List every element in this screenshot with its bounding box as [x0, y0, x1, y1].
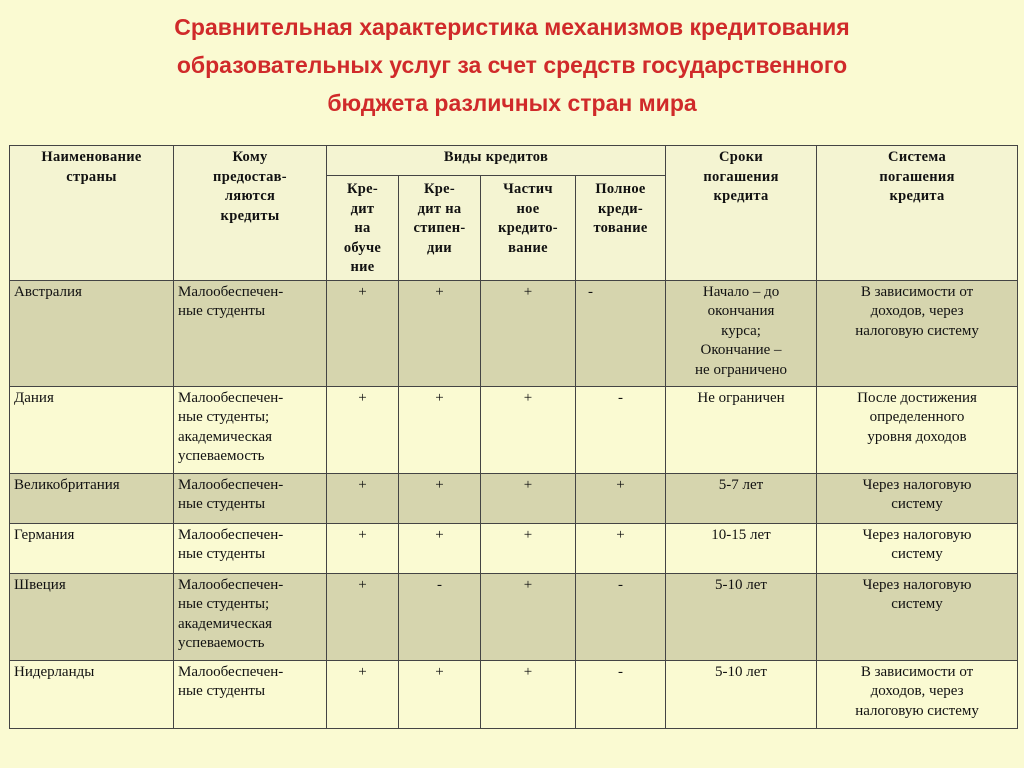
education-credit-cell: + — [327, 523, 399, 573]
full-credit-cell: - — [576, 660, 666, 728]
header-who: Кому предостав- ляются кредиты — [174, 146, 327, 281]
stipend-credit-cell: + — [399, 523, 481, 573]
table-row — [10, 523, 1018, 573]
full-credit-cell: + — [576, 523, 666, 573]
terms-cell: Не ограничен — [666, 386, 817, 473]
terms-cell: 10-15 лет — [666, 523, 817, 573]
system-cell: Через налоговую систему — [817, 523, 1018, 573]
system-cell: В зависимости от доходов, через налоговую систему — [817, 660, 1018, 728]
system-cell: Через налоговую систему — [817, 573, 1018, 660]
who-cell: Малообеспечен- ные студенты — [174, 660, 327, 728]
partial-credit-cell: + — [481, 386, 576, 473]
table-row — [10, 660, 1018, 728]
full-credit-cell: - — [576, 280, 666, 386]
table-row — [10, 280, 1018, 386]
title-line-3: бюджета различных стран мира — [327, 90, 697, 116]
full-credit-cell: - — [576, 573, 666, 660]
system-cell: После достижения определенного уровня доходов — [817, 386, 1018, 473]
full-credit-cell: - — [576, 386, 666, 473]
table-row — [10, 386, 1018, 473]
who-cell: Малообеспечен- ные студенты; академическая успеваемость — [174, 386, 327, 473]
country-cell: Великобритания — [10, 473, 174, 523]
terms-cell: Начало – до окончания курса; Окончание – не ограничено — [666, 280, 817, 386]
who-cell: Малообеспечен- ные студенты — [174, 280, 327, 386]
page-title — [20, 8, 1004, 122]
stipend-credit-cell: - — [399, 573, 481, 660]
partial-credit-cell: + — [481, 573, 576, 660]
partial-credit-cell: + — [481, 473, 576, 523]
terms-cell: 5-10 лет — [666, 573, 817, 660]
credit-comparison-table — [9, 145, 1018, 729]
country-cell: Нидерланды — [10, 660, 174, 728]
header-partial-credit: Частич ное кредито- вание — [481, 176, 576, 281]
system-cell: В зависимости от доходов, через налоговую систему — [817, 280, 1018, 386]
partial-credit-cell: + — [481, 523, 576, 573]
title-line-1: Сравнительная характеристика механизмов кредитования — [174, 14, 850, 40]
terms-cell: 5-7 лет — [666, 473, 817, 523]
stipend-credit-cell: + — [399, 386, 481, 473]
full-credit-cell: + — [576, 473, 666, 523]
partial-credit-cell: + — [481, 280, 576, 386]
header-system: Система погашения кредита — [817, 146, 1018, 281]
country-cell: Австралия — [10, 280, 174, 386]
stipend-credit-cell: + — [399, 473, 481, 523]
who-cell: Малообеспечен- ные студенты; академическая успеваемость — [174, 573, 327, 660]
header-credit-types: Виды кредитов — [327, 146, 666, 176]
who-cell: Малообеспечен- ные студенты — [174, 473, 327, 523]
education-credit-cell: + — [327, 573, 399, 660]
table-row — [10, 573, 1018, 660]
terms-cell: 5-10 лет — [666, 660, 817, 728]
who-cell: Малообеспечен- ные студенты — [174, 523, 327, 573]
education-credit-cell: + — [327, 386, 399, 473]
header-education-credit: Кре- дит на обуче ние — [327, 176, 399, 281]
table-row — [10, 473, 1018, 523]
country-cell: Германия — [10, 523, 174, 573]
header-terms: Сроки погашения кредита — [666, 146, 817, 281]
header-country: Наименование страны — [10, 146, 174, 281]
system-cell: Через налоговую систему — [817, 473, 1018, 523]
header-full-credit: Полное креди- тование — [576, 176, 666, 281]
stipend-credit-cell: + — [399, 280, 481, 386]
country-cell: Швеция — [10, 573, 174, 660]
education-credit-cell: + — [327, 280, 399, 386]
partial-credit-cell: + — [481, 660, 576, 728]
education-credit-cell: + — [327, 660, 399, 728]
header-stipend-credit: Кре- дит на стипен- дии — [399, 176, 481, 281]
title-line-2: образовательных услуг за счет средств государственного — [176, 52, 848, 78]
stipend-credit-cell: + — [399, 660, 481, 728]
country-cell: Дания — [10, 386, 174, 473]
education-credit-cell: + — [327, 473, 399, 523]
